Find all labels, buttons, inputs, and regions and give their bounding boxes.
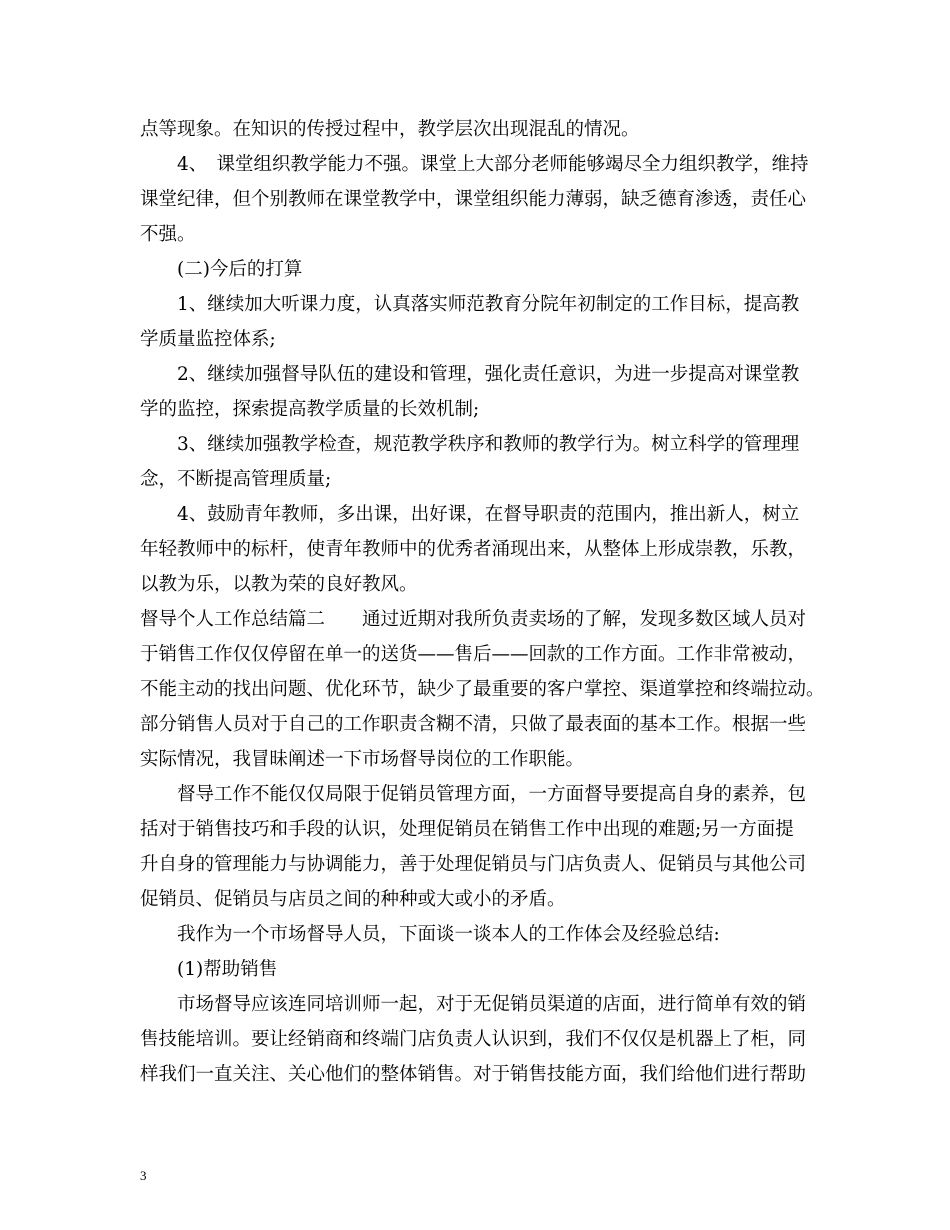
text-line: 点等现象。在知识的传授过程中，教学层次出现混乱的情况。: [140, 119, 640, 140]
text-line: 促销员、促销员与店员之间的种种或大或小的矛盾。: [140, 889, 566, 910]
text-line: 学质量监控体系;: [140, 329, 276, 350]
text-line: 督导工作不能仅仅局限于促销员管理方面，一方面督导要提高自身的素养，包: [177, 784, 807, 805]
text-line: 年轻教师中的标杆，使青年教师中的优秀者涌现出来，从整体上形成崇教，乐教，: [140, 539, 807, 560]
section-heading: (二)今后的打算: [177, 259, 303, 280]
text-line: 课堂纪律，但个别教师在课堂教学中，课堂组织能力薄弱，缺乏德育渗透，责任心: [140, 189, 807, 210]
text-line: 升自身的管理能力与协调能力，善于处理促销员与门店负责人、促销员与其他公司: [140, 854, 807, 875]
text-line: 样我们一直关注、关心他们的整体销售。对于销售技能方面，我们给他们进行帮助: [140, 1064, 807, 1085]
text-line: 不强。: [140, 224, 196, 245]
text-line: 念，不断提高管理质量;: [140, 469, 332, 490]
text-line: 于销售工作仅仅停留在单一的送货——售后——回款的工作方面。工作非常被动，: [140, 644, 807, 665]
text-line: 以教为乐，以教为荣的良好教风。: [140, 574, 418, 595]
section-heading: (1)帮助销售: [177, 959, 278, 980]
article-title-line: 督导个人工作总结篇二 通过近期对我所负责卖场的了解，发现多数区域人员对: [140, 609, 807, 630]
text-line: 市场督导应该连同培训师一起，对于无促销员渠道的店面，进行简单有效的销: [177, 994, 807, 1015]
text-line: 售技能培训。要让经销商和终端门店负责人认识到，我们不仅仅是机器上了柜，同: [140, 1029, 807, 1050]
text-line: 部分销售人员对于自己的工作职责含糊不清，只做了最表面的基本工作。根据一些: [140, 714, 807, 735]
text-line: 1、继续加大听课力度，认真落实师范教育分院年初制定的工作目标，提高教: [177, 294, 800, 315]
text-line: 括对于销售技巧和手段的认识，处理促销员在销售工作中出现的难题;另一方面提: [140, 819, 794, 840]
text-line: 我作为一个市场督导人员，下面谈一谈本人的工作体会及经验总结:: [177, 924, 720, 945]
text-line: 学的监控，探索提高教学质量的长效机制;: [140, 399, 480, 420]
text-line: 2、继续加强督导队伍的建设和管理，强化责任意识，为进一步提高对课堂教: [177, 364, 800, 385]
text-line: 4、鼓励青年教师，多出课，出好课，在督导职责的范围内，推出新人，树立: [177, 504, 800, 525]
text-line: 不能主动的找出问题、优化环节，缺少了最重要的客户掌控、渠道掌控和终端拉动。: [140, 679, 825, 700]
text-line: 实际情况，我冒昧阐述一下市场督导岗位的工作职能。: [140, 749, 585, 770]
text-line: 4、 课堂组织教学能力不强。课堂上大部分老师能够竭尽全力组织教学，维持: [177, 154, 809, 175]
page-number: 3: [140, 1168, 147, 1183]
text-line: 3、继续加强教学检查，规范教学秩序和教师的教学行为。树立科学的管理理: [177, 434, 800, 455]
